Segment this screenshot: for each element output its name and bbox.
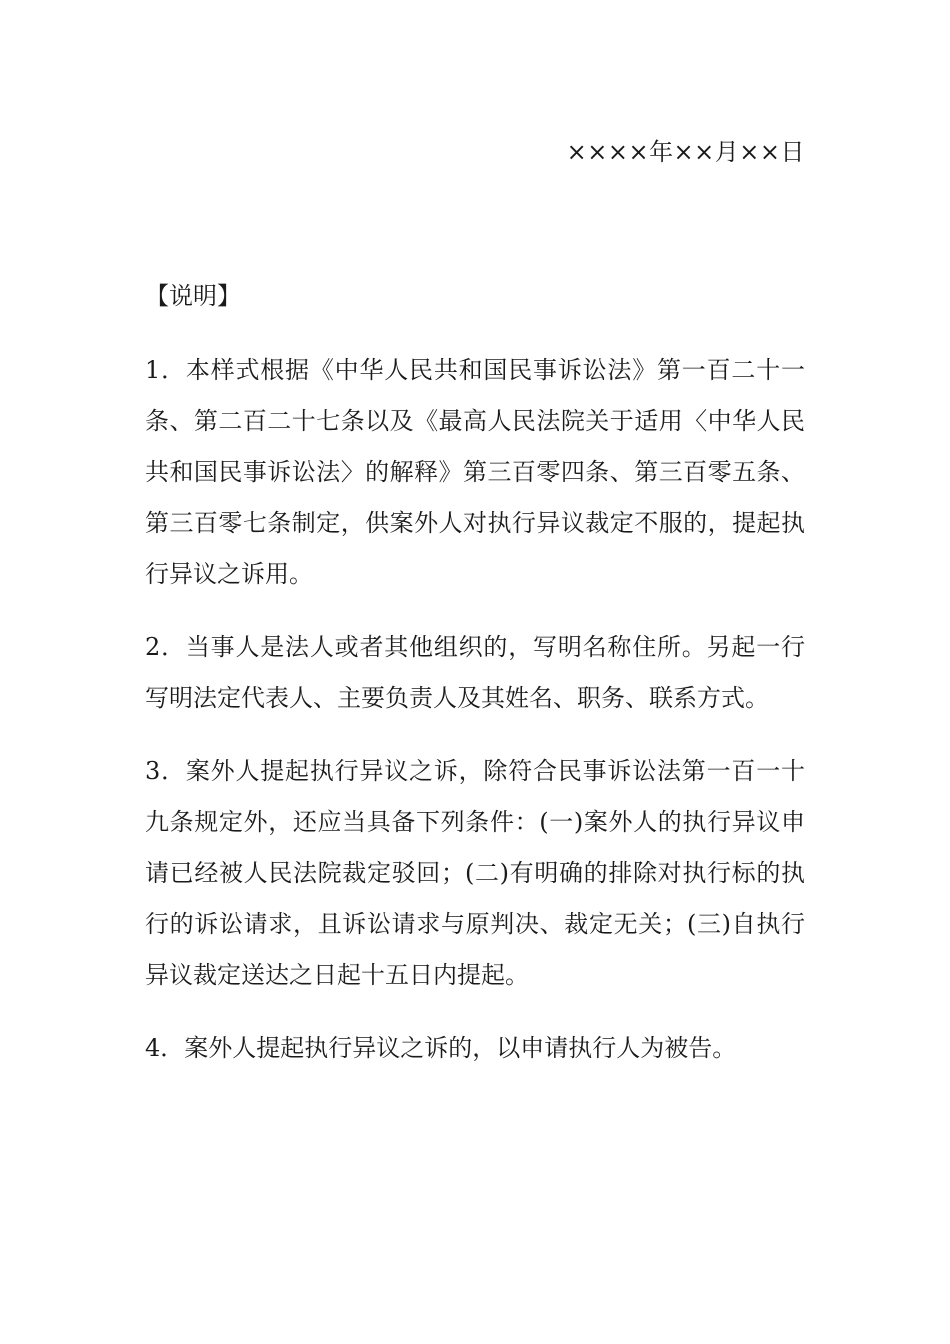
note-item-2: 2．当事人是法人或者其他组织的，写明名称住所。另起一行写明法定代表人、主要负责人及其姓名、职务、联系方式。 bbox=[145, 633, 805, 712]
note-item-3: 3．案外人提起执行异议之诉，除符合民事诉讼法第一百一十九条规定外，还应当具备下列条件：(一)案外人的执行异议申请已经被人民法院裁定驳回；(二)有明确的排除对执行标的执行的诉讼请求，且诉讼请求与原判决、裁定无关；(三)自执行异议裁定送达之日起十五日内提起。 bbox=[145, 757, 805, 989]
notes-list bbox=[145, 345, 805, 1096]
document-date: ××××年××月××日 bbox=[566, 138, 805, 166]
note-item-1: 1．本样式根据《中华人民共和国民事诉讼法》第一百二十一条、第二百二十七条以及《最高人民法院关于适用〈中华人民共和国民事诉讼法〉的解释》第三百零四条、第三百零五条、第三百零七条制定，供案外人对执行异议裁定不服的，提起执行异议之诉用。 bbox=[145, 356, 805, 588]
notes-heading: 【说明】 bbox=[145, 282, 241, 310]
note-item-4: 4．案外人提起执行异议之诉的，以申请执行人为被告。 bbox=[145, 1034, 737, 1062]
